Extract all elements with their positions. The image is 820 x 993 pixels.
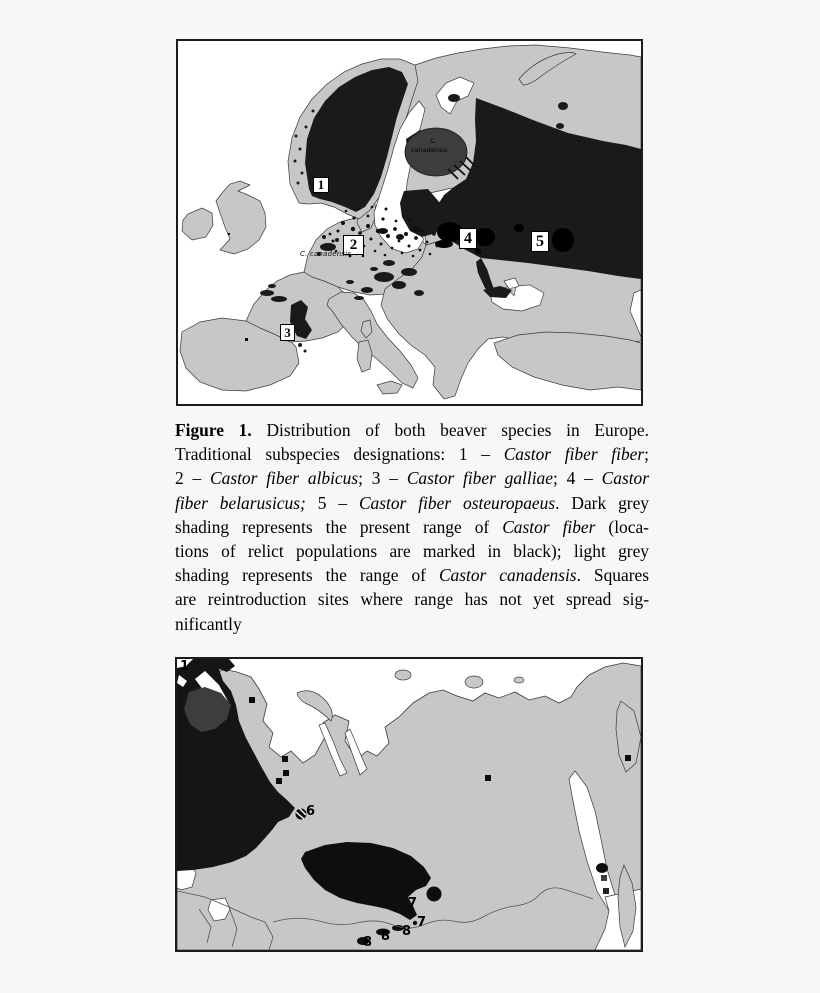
population-number-label-8: 8 bbox=[402, 924, 412, 939]
population-number-label-7: 7 bbox=[408, 896, 418, 911]
top-map-labels bbox=[178, 41, 641, 404]
caption-line: tions of relict populations are marked in black); light grey bbox=[175, 541, 649, 562]
reintroduction-site-square bbox=[276, 778, 282, 784]
caption-line: shading represents the present range of Castor fiber (loca- bbox=[175, 516, 649, 537]
canadensis-text-label: C. canadensis bbox=[300, 250, 352, 258]
subspecies-label-5: 5 bbox=[531, 231, 549, 252]
reintroduction-site-square bbox=[485, 775, 491, 781]
caption-line: nificantly bbox=[175, 613, 242, 634]
population-number-label-6: 6 bbox=[306, 804, 316, 819]
reintroduction-site-marker bbox=[228, 233, 230, 235]
reintroduction-site-square bbox=[282, 756, 288, 762]
population-number-label-8: 8 bbox=[381, 929, 391, 944]
figure-caption bbox=[175, 418, 649, 636]
caption-line: 2 – Castor fiber albicus; 3 – Castor fiber galliae; 4 – Castor bbox=[175, 468, 650, 489]
reintroduction-site-square bbox=[625, 755, 631, 761]
reintroduction-site-marker bbox=[245, 338, 248, 341]
population-number-label-8: 8 bbox=[363, 935, 373, 950]
subspecies-label-1: 1 bbox=[313, 177, 329, 193]
population-number-label-7: 7 bbox=[417, 915, 427, 930]
subspecies-label-3: 3 bbox=[280, 324, 295, 341]
reintroduction-site-square bbox=[603, 888, 609, 894]
subspecies-label-4: 4 bbox=[459, 228, 477, 249]
population-number-label-1: 1 bbox=[180, 659, 190, 674]
europe-distribution-map bbox=[176, 39, 643, 406]
reintroduction-site-square bbox=[249, 697, 255, 703]
subspecies-label-2: 2 bbox=[343, 235, 364, 255]
caption-line: fiber belarusicus; 5 – Castor fiber osteuropaeus. Dark grey bbox=[175, 492, 650, 513]
reintroduction-site-square bbox=[283, 770, 289, 776]
asia-distribution-map bbox=[175, 657, 643, 952]
caption-line: Figure 1. Distribution of both beaver species in Europe. bbox=[175, 420, 650, 440]
caption-line: are reintroduction sites where range has not yet spread sig- bbox=[175, 589, 649, 610]
canadensis-text-label: C. bbox=[430, 137, 437, 145]
reintroduction-site-square bbox=[601, 875, 607, 881]
caption-line: Traditional subspecies designations: 1 – Castor fiber fiber; bbox=[175, 444, 649, 465]
canadensis-text-label: canadensis bbox=[411, 146, 448, 154]
bottom-map-labels bbox=[177, 659, 641, 950]
caption-line: shading represents the range of Castor canadensis. Squares bbox=[175, 565, 649, 586]
